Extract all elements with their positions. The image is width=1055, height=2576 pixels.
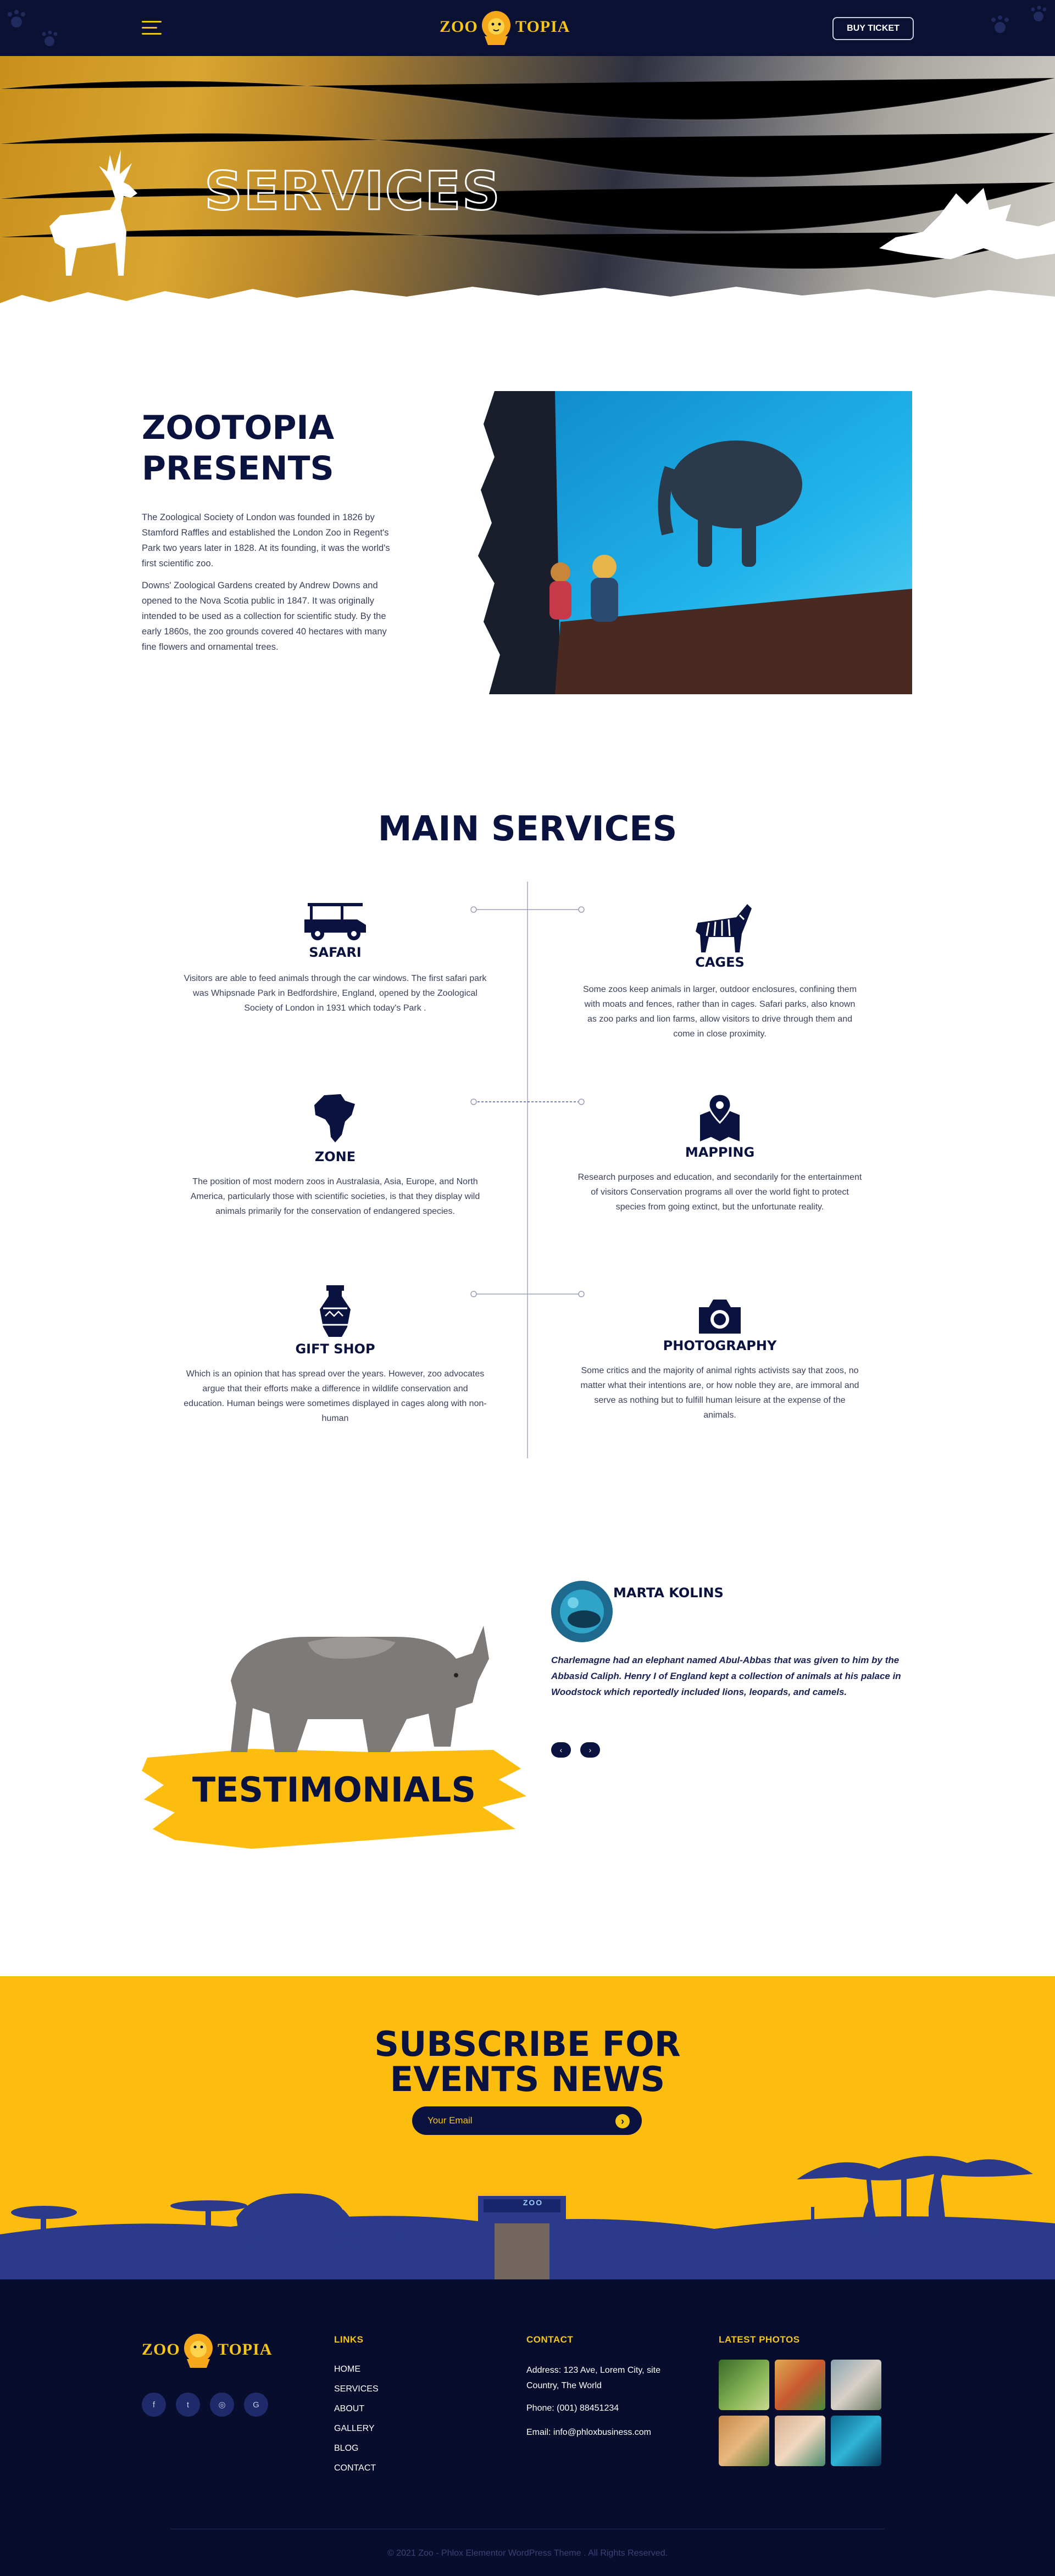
email-input[interactable] bbox=[412, 2106, 642, 2135]
service-gift-shop bbox=[181, 1284, 489, 1426]
photo-thumb[interactable] bbox=[831, 2416, 881, 2466]
lion-logo-icon bbox=[477, 9, 515, 46]
map-pin-icon bbox=[698, 1093, 742, 1142]
logo-text-right: TOPIA bbox=[515, 18, 570, 36]
links-heading: LINKS bbox=[334, 2334, 364, 2345]
photo-thumb[interactable] bbox=[831, 2360, 881, 2410]
service-text: Visitors are able to feed animals through the car windows. The first safari park was Whipsnade Park in Bedfordshire, England, opened by the Zoological Society of London in 1931 which today's Park . bbox=[184, 974, 487, 1013]
intro-paragraph-2: Downs' Zoological Gardens created by Andrew Downs and opened to the Nova Scotia public in 1847. It was originally intended to be used as a collection for scientific study. By the early 1860s, the zoo grounds covered 40 hectares with many fine flowers and ornamental trees. bbox=[142, 581, 387, 652]
service-cages bbox=[566, 901, 874, 1041]
service-text: The position of most modern zoos in Australasia, Asia, Europe, and North America, particularly those with scientific societies, is that they display wild animals primarily for the conservation of endangered species. bbox=[190, 1177, 480, 1216]
footer-link-services[interactable]: SERVICES bbox=[334, 2384, 379, 2394]
footer-link-contact[interactable]: CONTACT bbox=[334, 2463, 376, 2473]
facebook-icon[interactable]: f bbox=[142, 2393, 166, 2417]
hero-title: SERVICES bbox=[204, 160, 501, 222]
site-logo[interactable] bbox=[440, 8, 570, 47]
africa-map-icon bbox=[313, 1093, 357, 1144]
service-title: ZONE bbox=[314, 1149, 356, 1164]
subscribe-heading: SUBSCRIBE FOR EVENTS NEWS bbox=[374, 2024, 681, 2099]
buy-ticket-button[interactable]: BUY TICKET bbox=[832, 17, 914, 40]
twitter-icon[interactable]: t bbox=[176, 2393, 200, 2417]
service-text: Some critics and the majority of animal rights activists say that zoos, no matter what their intentions are, or how noble they are, are immoral and serve as nothing but to fulfill human leisure at the expense of the animals. bbox=[580, 1366, 859, 1420]
footer-link-blog[interactable]: BLOG bbox=[334, 2444, 359, 2453]
gate-sign: ZOO bbox=[523, 2198, 543, 2207]
service-mapping bbox=[566, 1093, 874, 1214]
hero-banner bbox=[0, 56, 1055, 309]
copyright: © 2021 Zoo - Phlox Elementor WordPress Theme . All Rights Reserved. bbox=[387, 2549, 668, 2558]
contact-address: Address: 123 Ave, Lorem City, site Country, The World bbox=[526, 2366, 660, 2390]
intro-paragraph-1: The Zoological Society of London was founded in 1826 by Stamford Raffles and established the London Zoo in Regent's Park two years later in 1828. At its founding, it was the world's first scientific zoo. bbox=[142, 512, 390, 568]
photo-thumb[interactable] bbox=[719, 2360, 769, 2410]
service-title: MAPPING bbox=[685, 1145, 755, 1160]
service-title: CAGES bbox=[695, 955, 745, 970]
footer-logo[interactable] bbox=[142, 2330, 273, 2370]
elephant-aquarium-image bbox=[478, 391, 912, 694]
site-header bbox=[0, 0, 1055, 56]
photo-thumb[interactable] bbox=[775, 2360, 825, 2410]
lion-logo-icon bbox=[179, 2332, 218, 2369]
zebra-icon bbox=[687, 901, 753, 955]
google-icon[interactable]: G bbox=[244, 2393, 268, 2417]
torn-edge bbox=[0, 265, 1055, 309]
photo-thumb[interactable] bbox=[775, 2416, 825, 2466]
paw-pattern-left bbox=[0, 0, 66, 56]
camera-icon bbox=[697, 1297, 743, 1335]
paw-pattern-right bbox=[978, 0, 1055, 56]
safari-jeep-icon bbox=[302, 900, 368, 941]
menu-icon[interactable] bbox=[142, 21, 162, 35]
footer-link-home[interactable]: HOME bbox=[334, 2365, 360, 2374]
service-safari bbox=[181, 900, 489, 1016]
logo-text-right: TOPIA bbox=[218, 2340, 273, 2358]
photos-heading: LATEST PHOTOS bbox=[719, 2334, 800, 2345]
prev-arrow-button[interactable]: ‹ bbox=[551, 1742, 571, 1758]
footer-links bbox=[334, 2365, 379, 2473]
service-text: Which is an opinion that has spread over the years. However, zoo advocates argue that their efforts make a difference in wildlife conservation and education. Human beings were sometimes displayed in cages along with non-human bbox=[184, 1369, 487, 1423]
photo-thumb[interactable] bbox=[719, 2416, 769, 2466]
service-zone bbox=[181, 1093, 489, 1219]
vase-icon bbox=[318, 1284, 353, 1339]
subscribe-submit-button[interactable]: › bbox=[615, 2114, 630, 2128]
contact-heading: CONTACT bbox=[526, 2334, 574, 2345]
intro-heading: ZOOTOPIA PRESENTS bbox=[142, 409, 335, 488]
footer-link-gallery[interactable]: GALLERY bbox=[334, 2424, 375, 2433]
contact-email[interactable]: Email: info@phloxbusiness.com bbox=[526, 2428, 652, 2437]
service-photography bbox=[566, 1297, 874, 1423]
logo-text-left: ZOO bbox=[142, 2340, 180, 2358]
services-heading: MAIN SERVICES bbox=[377, 809, 678, 849]
service-text: Research purposes and education, and secondarily for the entertainment of visitors Conservation programs all over the world fight to protect species from going extinct, but the unfortunate reality. bbox=[578, 1173, 862, 1212]
next-arrow-button[interactable]: › bbox=[580, 1742, 600, 1758]
service-title: GIFT SHOP bbox=[295, 1341, 375, 1357]
contact-phone: Phone: (001) 88451234 bbox=[526, 2404, 619, 2413]
logo-text-left: ZOO bbox=[440, 18, 478, 36]
rhino-image bbox=[198, 1615, 495, 1758]
service-text: Some zoos keep animals in larger, outdoor enclosures, confining them with moats and fences, rather than in cages. Safari parks, also known as zoo parks and lion farms, allow visitors to drive through them and come in close proximity. bbox=[582, 985, 857, 1039]
instagram-icon[interactable]: ◎ bbox=[210, 2393, 234, 2417]
testimonial-quote: Charlemagne had an elephant named Abul-Abbas that was given to him by the Abbasid Caliph. Henry I of England kept a collection of animals at his palace in Woodstock which reportedly included lions, leopards, and camels. bbox=[551, 1655, 901, 1697]
savanna-silhouette bbox=[0, 2141, 1055, 2279]
testimonials-heading: TESTIMONIALS bbox=[192, 1770, 476, 1810]
service-title: SAFARI bbox=[309, 945, 362, 960]
avatar bbox=[551, 1581, 613, 1642]
testimonial-name: MARTA KOLINS bbox=[613, 1585, 724, 1601]
footer-link-about[interactable]: ABOUT bbox=[334, 2404, 365, 2413]
service-title: PHOTOGRAPHY bbox=[663, 1338, 777, 1353]
